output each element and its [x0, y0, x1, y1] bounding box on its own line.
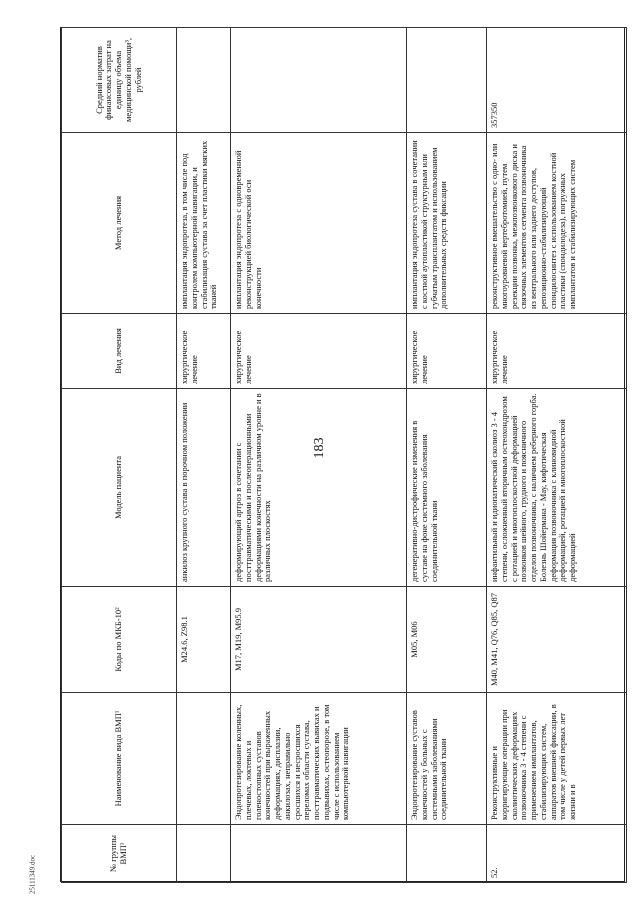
table-row	[407, 28, 487, 883]
column-header-group: № группы ВМП¹	[62, 825, 177, 883]
name-cell: Реконструктивные и корригирующие операции при сколиотических деформациях позвоночника 3 - 4 степени с применением имплантатов, стабилизирующих систем, аппаратов внешней фиксации, в том числе у детей первых лет жизни и в	[487, 693, 627, 825]
column-header-model: Модель пациента	[62, 389, 177, 587]
model-cell: дегенеративно-дистрофические изменения в суставе на фоне системного заболевания соединительной ткани	[407, 389, 487, 587]
group-cell	[177, 825, 231, 883]
name-cell: Эндопротезирование суставов конечностей у больных с системными заболеваниями соединительной ткани	[407, 693, 487, 825]
column-header-method: Метод лечения	[62, 133, 177, 314]
codes-cell: M24.6, Z98.1	[177, 587, 231, 693]
cost-cell	[177, 28, 231, 133]
codes-cell: M17, M19, M95.9	[231, 587, 407, 693]
column-header-name: Наименование вида ВМП¹	[62, 693, 177, 825]
column-header-treatment-type: Вид лечения	[62, 314, 177, 389]
model-cell: инфантильный и идиопатический сколиоз 3 - 4 степени, осложненный вторичным остеохондрозом с ротацией и многоплоскостной деформацией позвонков шейного, грудного и поясничного отделов позвоночника, с наличием реберного горба. Болезнь Шойермана - Мау, кифотическая деформация позвоночника с клиновидной деформацией, ротацией и многоплоскостной деформацией	[487, 389, 627, 587]
treatment-table	[61, 27, 627, 883]
table-header-row	[62, 28, 177, 883]
group-cell: 52.	[487, 825, 627, 883]
treatment-table-rotated	[61, 28, 626, 883]
treatment-table-frame	[60, 27, 625, 882]
model-cell: анкилоз крупного сустава в порочном положении	[177, 389, 231, 587]
group-cell	[231, 825, 407, 883]
document-file-code: 25111349.doc	[28, 854, 37, 895]
column-header-codes: Коды по МКБ-10²	[62, 587, 177, 693]
treatment-type-cell: хирургическое лечение	[407, 314, 487, 389]
table-row	[231, 28, 407, 883]
model-cell: деформирующий артроз в сочетании с посттравматическими и послеоперационными деформациями конечности на различном уровне и в различных плоскостях	[231, 389, 407, 587]
page-number: 183	[312, 437, 327, 459]
treatment-type-cell: хирургическое лечение	[177, 314, 231, 389]
cost-cell	[407, 28, 487, 133]
column-header-cost: Средний норматив финансовых затрат на единицу объема медицинской помощи³, рублей	[62, 28, 177, 133]
method-cell: имплантация эндопротеза сустава в сочетании с костной аутопластикой структурным или губчатым трансплантатом и использованием дополнительных средств фиксации	[407, 133, 487, 314]
cost-cell: 357350	[487, 28, 627, 133]
treatment-type-cell: хирургическое лечение	[231, 314, 407, 389]
name-cell	[177, 693, 231, 825]
method-cell: имплантация эндопротеза с одновременной реконструкцией биологической оси конечности	[231, 133, 407, 314]
treatment-type-cell: хирургическое лечение	[487, 314, 627, 389]
codes-cell: M40, M41, Q76, Q85, Q87	[487, 587, 627, 693]
codes-cell: M05, M06	[407, 587, 487, 693]
table-row	[177, 28, 231, 883]
table-row	[487, 28, 627, 883]
cost-cell	[231, 28, 407, 133]
group-cell	[407, 825, 487, 883]
method-cell: имплантация эндопротеза, в том числе под контролем компьютерной навигации, и стабилизация сустава за счет пластики мягких тканей	[177, 133, 231, 314]
method-cell: реконструктивное вмешательство с одно- или многоуровневой вертебротомией, путем резекции позвонка, межпозвонкового диска и связочных элементов сегмента позвоночника из вентрального или заднего доступов, репозиционно-стабилизирующий спондилосинтез с использованием костной пластики (спондилодеза), погружных имплантатов и стабилизирующих систем	[487, 133, 627, 314]
name-cell: Эндопротезирование коленных, плечевых, локтевых и голеностопных суставов конечностей при выраженных деформациях, дисплазии, анкилозах, неправильно сросшихся и несросшихся переломах области сустава, посттравматических вывихах и подвывихах, остеопорозе, в том числе с использованием компьютерной навигации	[231, 693, 407, 825]
